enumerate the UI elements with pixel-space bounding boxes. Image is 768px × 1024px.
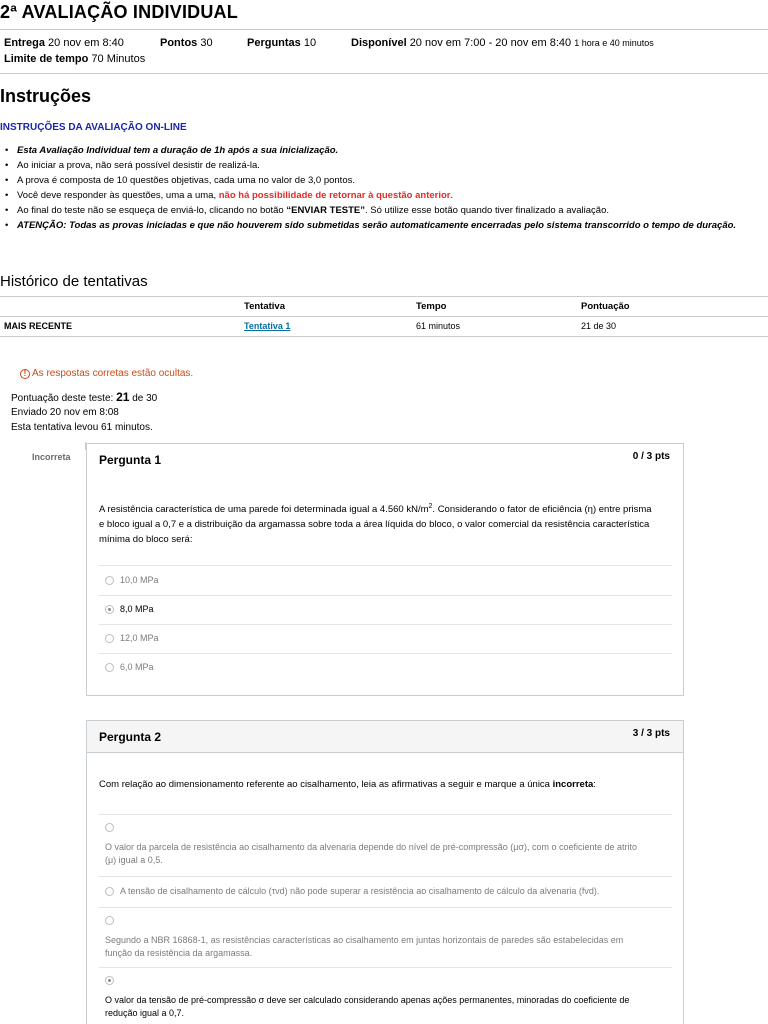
attempt-link[interactable]: Tentativa 1 [244,321,291,331]
col-header-time: Tempo [416,301,447,312]
list-item: • Você deve responder às questões, uma a uma, não há possibilidade de retornar à questão anterior. [17,188,762,203]
hidden-answers-notice [20,368,193,379]
radio-button[interactable] [105,605,114,614]
questions-value: 10 [303,37,317,49]
instructions-heading: INSTRUÇÕES DA AVALIAÇÃO ON-LINE [0,122,187,133]
divider [0,316,768,317]
list-item: • Ao iniciar a prova, não será possível desistir de realizá-la. [17,158,762,173]
question-text: Com relação ao dimensionamento referente ao cisalhamento, leia as afirmativas a seguir e marque a única incorreta: [99,779,596,790]
questions-info [247,37,316,49]
col-header-score: Pontuação [581,301,630,312]
answer-option[interactable]: 6,0 MPa [99,662,659,672]
radio-button[interactable] [105,634,114,643]
hidden-answers-text: As respostas corretas estão ocultas. [32,368,194,379]
due-value: 20 nov em 8:40 [48,37,124,49]
list-item: • Esta Avaliação Individual tem a duração de 1h após a sua inicialização. [17,143,762,158]
answer-option[interactable]: Segundo a NBR 16868-1, as resistências características ao cisalhamento em juntas horizontais de paredes são estabelecidas em função da resistência da argamassa. [105,916,650,960]
radio-button[interactable] [105,663,114,672]
warning-icon: ! [20,369,30,379]
radio-button[interactable] [105,887,114,896]
points-label: Pontos [160,37,198,49]
divider [99,624,672,625]
divider [0,73,768,74]
list-item: • ATENÇÃO: Todas as provas iniciadas e que não houverem sido submetidas serão automaticamente encerradas pelo sistema transcorrido o tempo de duração. [17,218,762,233]
list-item: • Ao final do teste não se esqueça de enviá-lo, clicando no botão “ENVIAR TESTE”. Só utilize esse botão quando tiver finalizado a avaliação. [17,203,762,218]
time-limit-label: Limite de tempo [4,53,89,65]
radio-button[interactable] [105,576,114,585]
points-value: 30 [200,37,213,49]
divider [99,595,672,596]
divider [0,336,768,337]
table-row-label: MAIS RECENTE [4,321,73,331]
question-title: Pergunta 1 [99,453,162,467]
divider [99,907,672,908]
divider [99,967,672,968]
history-title: Histórico de tentativas [0,273,148,290]
question-card-2 [86,720,684,1024]
attempt-duration: Esta tentativa levou 61 minutos. [11,422,153,433]
answer-option[interactable]: O valor da tensão de pré-compressão σ deve ser calculado considerando apenas ações permanentes, minoradas do coeficiente de redução igual a 0,7. [105,976,650,1020]
due-label: Entrega [4,37,45,49]
question-header [87,721,683,753]
points-info [160,37,213,49]
col-header-attempt: Tentativa [244,301,286,312]
available-duration: 1 hora e 40 minutos [574,38,654,48]
time-limit-value: 70 Minutos [91,53,146,65]
answer-option[interactable]: A tensão de cisalhamento de cálculo (τvd) não pode superar a resistência ao cisalhamento de cálculo da alvenaria (fvd). [99,886,659,896]
answer-option[interactable]: O valor da parcela de resistência ao cisalhamento da alvenaria depende do nível de pré-compressão (μσ), com o coeficiente de atrito (μ) igual a 0,5. [105,823,650,867]
quiz-score: Pontuação deste teste: 21 de 30 [11,390,158,404]
question-points: 0 / 3 pts [632,451,670,462]
answer-option[interactable]: 8,0 MPa [99,604,659,614]
available-label: Disponível [351,37,407,49]
divider [99,814,672,815]
question-status-badge: Incorreta [32,452,71,462]
divider [99,876,672,877]
question-text: A resistência característica de uma parede foi determinada igual a 4.560 $kN/m^2$. Considerando o fator de eficiência (η) entre prisma e bloco igual a 0,7 e a distribuição da argamassa sobre toda a área líquida do bloco, o valor comercial da resistência característica mínima do bloco será: [99,503,652,546]
attempt-time: 61 minutos [416,321,461,331]
radio-button[interactable] [105,823,114,832]
submitted-at: Enviado 20 nov em 8:08 [11,407,119,418]
available-value: 20 nov em 7:00 - 20 nov em 8:40 [409,37,572,49]
page-title: 2ª AVALIAÇÃO INDIVIDUAL [0,2,238,22]
question-points: 3 / 3 pts [632,728,670,739]
question-title: Pergunta 2 [99,730,162,744]
due-date [4,37,124,49]
divider [0,296,768,297]
answer-option[interactable]: 10,0 MPa [99,575,659,585]
divider [99,565,672,566]
list-item: • A prova é composta de 10 questões objetivas, cada uma no valor de 3,0 pontos. [17,173,762,188]
score-value: 21 [116,390,130,404]
availability-info [351,37,654,49]
question-card-1 [86,443,684,696]
answer-option[interactable]: 12,0 MPa [99,633,659,643]
attempt-score: 21 de 30 [581,321,617,331]
divider [99,653,672,654]
instructions-list [17,143,762,233]
questions-label: Perguntas [247,37,301,49]
radio-button[interactable] [105,916,114,925]
radio-button[interactable] [105,976,114,985]
divider [0,29,768,30]
question-header [87,444,683,474]
instructions-title: Instruções [0,86,92,106]
time-limit [4,53,145,65]
